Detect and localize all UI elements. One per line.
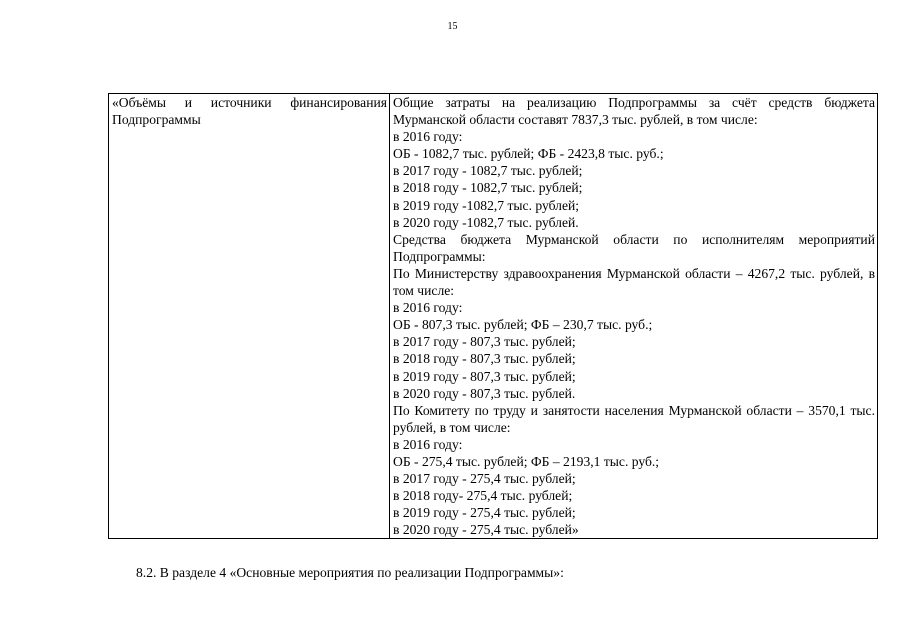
financing-line: в 2018 году- 275,4 тыс. рублей; xyxy=(393,488,573,504)
financing-line: в 2016 году: xyxy=(393,300,463,316)
financing-paragraph: По Министерству здравоохранения Мурманской области – 4267,2 тыс. рублей, в том числе: xyxy=(393,265,875,299)
financing-line: ОБ - 1082,7 тыс. рублей; ФБ - 2423,8 тыс. руб.; xyxy=(393,146,664,162)
financing-line: в 2020 году - 807,3 тыс. рублей. xyxy=(393,385,576,401)
financing-paragraph: Средства бюджета Мурманской области по исполнителям мероприятий Подпрограммы: xyxy=(393,231,875,264)
financing-table xyxy=(108,93,878,539)
financing-line: в 2017 году - 807,3 тыс. рублей; xyxy=(393,334,576,350)
page-number: 15 xyxy=(447,21,458,32)
financing-line: в 2018 году - 1082,7 тыс. рублей; xyxy=(393,180,583,196)
financing-paragraph: По Комитету по труду и занятости населения Мурманской области – 3570,1 тыс. рублей, в том числе: xyxy=(393,402,875,435)
financing-line: в 2020 году -1082,7 тыс. рублей. xyxy=(393,214,579,230)
financing-label-cell xyxy=(109,94,390,539)
financing-line: ОБ - 275,4 тыс. рублей; ФБ – 2193,1 тыс. руб.; xyxy=(393,453,660,469)
financing-line: в 2019 году -1082,7 тыс. рублей; xyxy=(393,197,580,213)
financing-line: в 2016 году: xyxy=(393,436,463,452)
section-heading: 8.2. В разделе 4 «Основные мероприятия по реализации Подпрограммы»: xyxy=(136,565,564,580)
financing-line: в 2018 году - 807,3 тыс. рублей; xyxy=(393,351,576,367)
financing-line: в 2019 году - 275,4 тыс. рублей; xyxy=(393,505,576,521)
financing-line: в 2020 году - 275,4 тыс. рублей» xyxy=(393,522,579,538)
financing-line: в 2019 году - 807,3 тыс. рублей; xyxy=(393,368,576,384)
financing-line: в 2017 году - 1082,7 тыс. рублей; xyxy=(393,163,583,179)
financing-line: в 2017 году - 275,4 тыс. рублей; xyxy=(393,471,576,487)
financing-line: ОБ - 807,3 тыс. рублей; ФБ – 230,7 тыс. руб.; xyxy=(393,317,653,333)
financing-paragraph: Общие затраты на реализацию Подпрограммы за счёт средств бюджета Мурманской области составят 7837,3 тыс. рублей, в том числе: xyxy=(393,95,875,128)
financing-label: «Объёмы и источники финансирования Подпрограммы xyxy=(112,95,387,128)
financing-details-cell xyxy=(390,94,878,539)
table-row xyxy=(109,94,878,539)
financing-line: в 2016 году: xyxy=(393,129,463,145)
financing-details xyxy=(393,94,875,538)
